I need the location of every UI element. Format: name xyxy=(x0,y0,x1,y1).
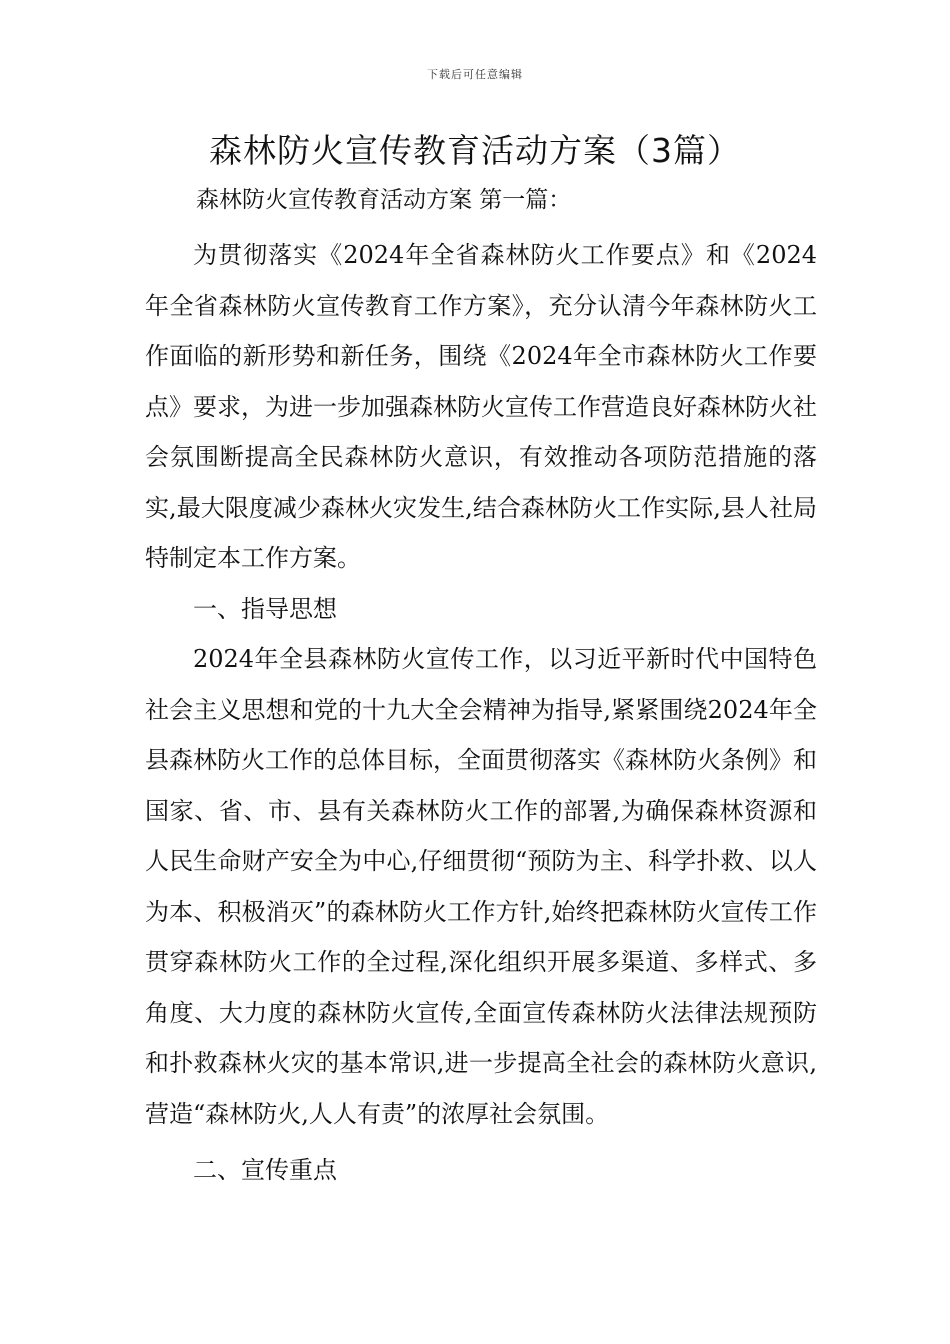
header-note: 下载后可任意编辑 xyxy=(427,68,523,81)
section-heading-publicity-focus: 二、宣传重点 xyxy=(193,1156,337,1184)
section-heading-guiding-ideology: 一、指导思想 xyxy=(193,594,337,623)
section-subtitle: 森林防火宣传教育活动方案 第一篇： xyxy=(196,187,572,213)
document-body xyxy=(145,230,817,1196)
document-title: 森林防火宣传教育活动方案（3篇） xyxy=(209,131,741,170)
guiding-ideology-paragraph: 2024年全县森林防火宣传工作，以习近平新时代中国特色社会主义思想和党的十九大全会精神为指导,紧紧围绕2024年全县森林防火工作的总体目标，全面贯彻落实《森林防火条例》和国家、省、市、县有关森林防火工作的部署,为确保森林资源和人民生命财产安全为中心,仔细贯彻“预防为主、科学扑救、以人为本、积极消灭”的森林防火工作方针,始终把森林防火宣传工作贯穿森林防火工作的全过程,深化组织开展多渠道、多样式、多角度、大力度的森林防火宣传,全面宣传森林防火法律法规预防和扑救森林火灾的基本常识,进一步提高全社会的森林防火意识,营造“森林防火,人人有责”的浓厚社会氛围。 xyxy=(145,645,817,1128)
intro-paragraph: 为贯彻落实《2024年全省森林防火工作要点》和《2024年全省森林防火宣传教育工作方案》，充分认清今年森林防火工作面临的新形势和新任务，围绕《2024年全市森林防火工作要点》要求，为进一步加强森林防火宣传工作营造良好森林防火社会氛围断提高全民森林防火意识，有效推动各项防范措施的落实,最大限度减少森林火灾发生,结合森林防火工作实际,县人社局特制定本工作方案。 xyxy=(145,241,817,572)
